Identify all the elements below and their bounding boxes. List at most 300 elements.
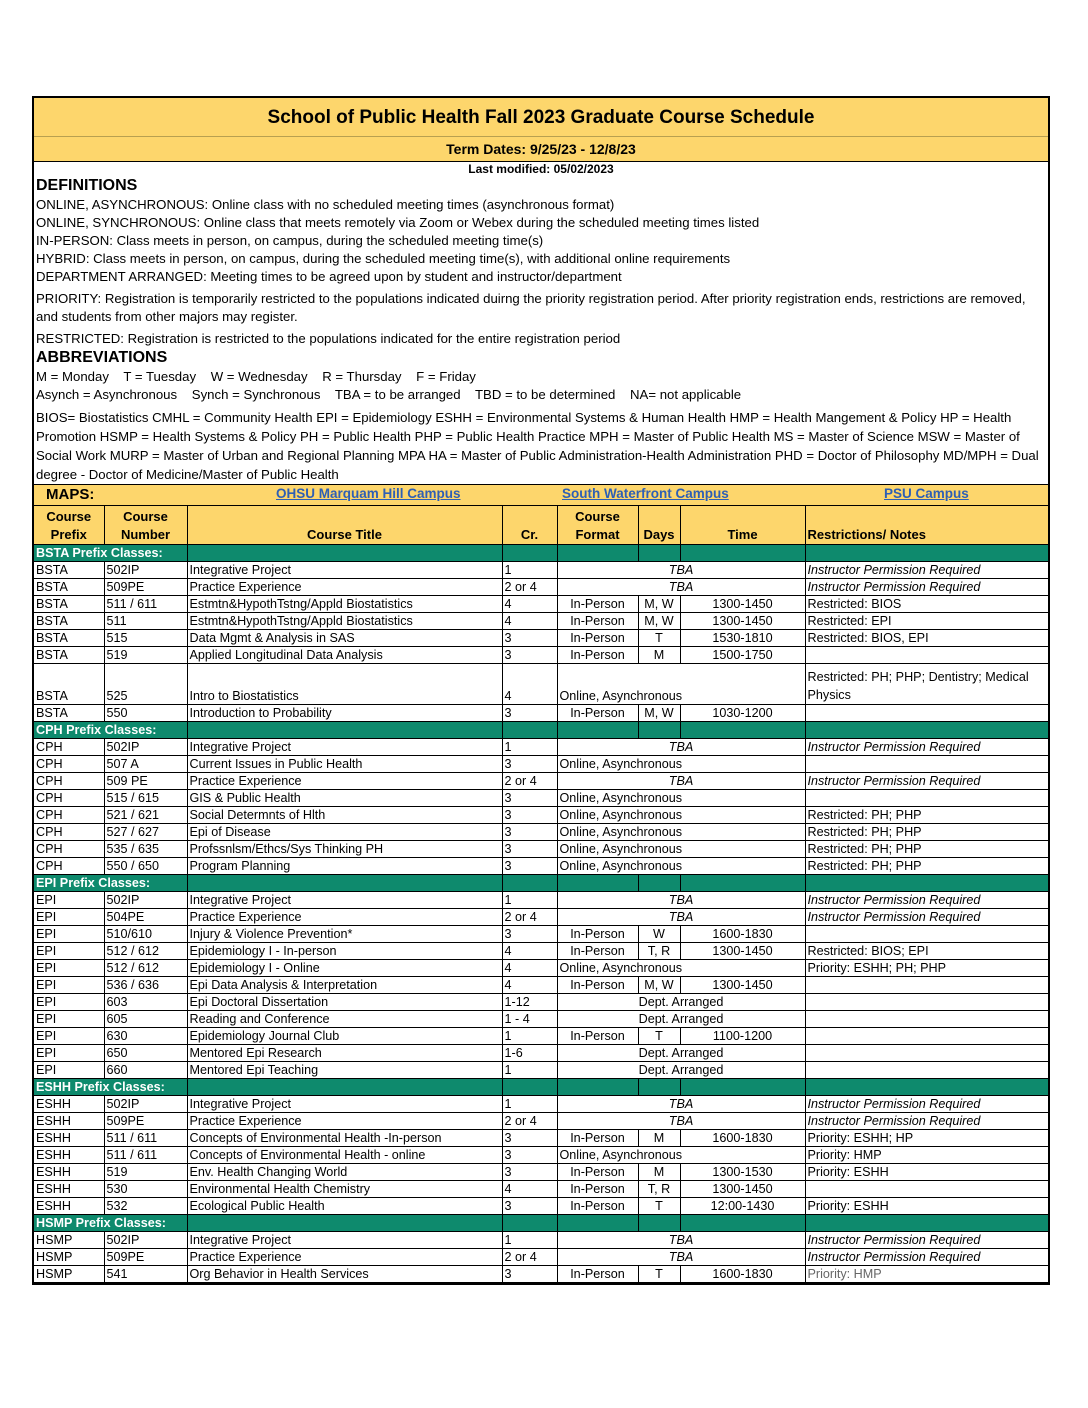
section-filler-cell	[557, 1215, 638, 1232]
cell-format: TBA	[557, 1096, 805, 1113]
table-row	[34, 1113, 1048, 1130]
table-row	[34, 1130, 1048, 1147]
table-row	[34, 1249, 1048, 1266]
cell-credits: 2 or 4	[502, 773, 557, 790]
cell-prefix: ESHH	[34, 1113, 104, 1130]
cell-prefix: ESHH	[34, 1181, 104, 1198]
cell-time: 1530-1810	[680, 630, 805, 647]
table-row	[34, 664, 1048, 705]
cell-number: 502IP	[104, 1232, 187, 1249]
cell-prefix: CPH	[34, 756, 104, 773]
cell-time: 1300-1450	[680, 596, 805, 613]
cell-title: Practice Experience	[187, 1249, 502, 1266]
cell-credits: 3	[502, 647, 557, 664]
cell-time: 1030-1200	[680, 705, 805, 722]
table-row	[34, 824, 1048, 841]
table-row	[34, 1045, 1048, 1062]
table-row	[34, 579, 1048, 596]
cell-notes: Instructor Permission Required	[805, 739, 1048, 756]
cell-credits: 1	[502, 1096, 557, 1113]
table-row	[34, 1062, 1048, 1079]
section-filler-cell	[805, 875, 1048, 892]
definition-line: DEPARTMENT ARRANGED: Meeting times to be agreed upon by student and instructor/department	[36, 269, 622, 284]
cell-title: Data Mgmt & Analysis in SAS	[187, 630, 502, 647]
cell-prefix: BSTA	[34, 647, 104, 664]
table-row	[34, 790, 1048, 807]
cell-notes: Restricted: BIOS; EPI	[805, 943, 1048, 960]
cell-format: TBA	[557, 1113, 805, 1130]
section-filler-cell	[680, 722, 805, 739]
cell-prefix: CPH	[34, 824, 104, 841]
cell-credits: 4	[502, 1181, 557, 1198]
cell-title: Practice Experience	[187, 1113, 502, 1130]
table-row	[34, 647, 1048, 664]
section-label: CPH Prefix Classes:	[34, 722, 187, 739]
cell-time: 1300-1450	[680, 977, 805, 994]
section-header-row	[34, 875, 1048, 892]
cell-prefix: EPI	[34, 909, 104, 926]
cell-time: 1600-1830	[680, 1130, 805, 1147]
cell-days: T	[638, 1266, 680, 1283]
cell-number: 530	[104, 1181, 187, 1198]
cell-title: Practice Experience	[187, 773, 502, 790]
course-table	[34, 506, 1048, 1283]
last-modified: Last modified: 05/02/2023	[468, 162, 614, 176]
cell-notes: Priority: ESHH	[805, 1198, 1048, 1215]
cell-prefix: ESHH	[34, 1130, 104, 1147]
section-filler-cell	[557, 1079, 638, 1096]
definitions-heading: DEFINITIONS	[36, 177, 138, 194]
page-title: School of Public Health Fall 2023 Graduate Course Schedule	[34, 98, 1048, 137]
cell-format: TBA	[557, 739, 805, 756]
cell-time: 1600-1830	[680, 926, 805, 943]
section-filler-cell	[638, 545, 680, 562]
section-header-row	[34, 722, 1048, 739]
cell-number: 511	[104, 613, 187, 630]
table-body	[34, 545, 1048, 1283]
cell-number: 511 / 611	[104, 596, 187, 613]
cell-credits: 1 - 4	[502, 1011, 557, 1028]
cell-prefix: ESHH	[34, 1198, 104, 1215]
cell-title: Estmtn&HypothTstng/Appld Biostatistics	[187, 613, 502, 630]
table-row	[34, 1147, 1048, 1164]
cell-credits: 1	[502, 562, 557, 579]
cell-time: 1500-1750	[680, 647, 805, 664]
section-filler-cell	[805, 1079, 1048, 1096]
cell-credits: 4	[502, 664, 557, 705]
cell-format: In-Person	[557, 977, 638, 994]
abbreviation-line: M = Monday T = Tuesday W = Wednesday R = Thursday F = Friday	[36, 369, 476, 384]
cell-notes: Restricted: PH; PHP	[805, 824, 1048, 841]
cell-title: Epi of Disease	[187, 824, 502, 841]
section-filler-cell	[557, 545, 638, 562]
cell-notes	[805, 1062, 1048, 1079]
cell-days: M, W	[638, 705, 680, 722]
cell-title: Practice Experience	[187, 909, 502, 926]
cell-title: Practice Experience	[187, 579, 502, 596]
cell-credits: 4	[502, 977, 557, 994]
cell-notes: Restricted: PH; PHP	[805, 841, 1048, 858]
cell-notes	[805, 705, 1048, 722]
section-filler-cell	[557, 722, 638, 739]
cell-format: Dept. Arranged	[557, 1011, 805, 1028]
col-header-format: Course Format	[557, 506, 638, 545]
definition-line: ONLINE, SYNCHRONOUS: Online class that meets remotely via Zoom or Webex during the scheduled meeting times listed	[36, 215, 760, 230]
cell-notes: Restricted: PH; PHP	[805, 858, 1048, 875]
cell-notes: Instructor Permission Required	[805, 562, 1048, 579]
cell-title: Reading and Conference	[187, 1011, 502, 1028]
cell-credits: 3	[502, 1147, 557, 1164]
cell-title: Integrative Project	[187, 892, 502, 909]
cell-number: 515 / 615	[104, 790, 187, 807]
cell-credits: 3	[502, 841, 557, 858]
section-filler-cell	[502, 722, 557, 739]
section-filler-cell	[187, 875, 502, 892]
section-filler-cell	[638, 722, 680, 739]
cell-format: Dept. Arranged	[557, 1062, 805, 1079]
cell-format: TBA	[557, 892, 805, 909]
cell-prefix: BSTA	[34, 613, 104, 630]
cell-number: 502IP	[104, 1096, 187, 1113]
cell-prefix: EPI	[34, 1045, 104, 1062]
table-row	[34, 892, 1048, 909]
cell-credits: 3	[502, 790, 557, 807]
cell-format: In-Person	[557, 630, 638, 647]
cell-notes	[805, 1028, 1048, 1045]
table-row	[34, 1096, 1048, 1113]
maps-label: MAPS:	[46, 486, 95, 503]
cell-time: 1300-1450	[680, 1181, 805, 1198]
cell-notes: Instructor Permission Required	[805, 1113, 1048, 1130]
cell-notes: Instructor Permission Required	[805, 773, 1048, 790]
cell-days: M	[638, 1130, 680, 1147]
table-row	[34, 705, 1048, 722]
cell-format: In-Person	[557, 1198, 638, 1215]
cell-number: 536 / 636	[104, 977, 187, 994]
cell-notes: Restricted: PH; PHP; Dentistry; Medical Physics	[805, 664, 1048, 705]
cell-notes	[805, 647, 1048, 664]
table-row	[34, 1164, 1048, 1181]
cell-title: Epi Doctoral Dissertation	[187, 994, 502, 1011]
definition-line: HYBRID: Class meets in person, on campus, during the scheduled meeting time(s), with additional online requirements	[36, 251, 731, 266]
cell-notes: Priority: ESHH; HP	[805, 1130, 1048, 1147]
table-row	[34, 909, 1048, 926]
cell-prefix: EPI	[34, 892, 104, 909]
cell-title: Integrative Project	[187, 1096, 502, 1113]
cell-time: 1600-1830	[680, 1266, 805, 1283]
cell-number: 512 / 612	[104, 960, 187, 977]
table-row	[34, 756, 1048, 773]
cell-credits: 1	[502, 739, 557, 756]
cell-prefix: BSTA	[34, 596, 104, 613]
section-filler-cell	[638, 875, 680, 892]
table-row	[34, 926, 1048, 943]
table-row	[34, 1266, 1048, 1283]
table-row	[34, 562, 1048, 579]
section-filler-cell	[557, 875, 638, 892]
cell-prefix: HSMP	[34, 1232, 104, 1249]
cell-number: 502IP	[104, 739, 187, 756]
definitions-section	[34, 176, 1048, 484]
cell-title: Social Determnts of Hlth	[187, 807, 502, 824]
cell-title: Epidemiology Journal Club	[187, 1028, 502, 1045]
table-row	[34, 739, 1048, 756]
cell-notes: Instructor Permission Required	[805, 1096, 1048, 1113]
cell-days: T, R	[638, 1181, 680, 1198]
cell-notes: Restricted: EPI	[805, 613, 1048, 630]
cell-title: Estmtn&HypothTstng/Appld Biostatistics	[187, 596, 502, 613]
cell-number: 509PE	[104, 579, 187, 596]
cell-title: Introduction to Probability	[187, 705, 502, 722]
cell-number: 502IP	[104, 892, 187, 909]
cell-title: Mentored Epi Teaching	[187, 1062, 502, 1079]
cell-days: T, R	[638, 943, 680, 960]
cell-prefix: EPI	[34, 943, 104, 960]
cell-notes: Instructor Permission Required	[805, 579, 1048, 596]
cell-time: 1300-1450	[680, 943, 805, 960]
section-filler-cell	[502, 545, 557, 562]
cell-notes: Instructor Permission Required	[805, 1249, 1048, 1266]
cell-credits: 1	[502, 1232, 557, 1249]
cell-format: Online, Asynchronous	[557, 824, 805, 841]
cell-notes	[805, 1045, 1048, 1062]
cell-days: M, W	[638, 613, 680, 630]
cell-format: TBA	[557, 773, 805, 790]
cell-prefix: CPH	[34, 841, 104, 858]
cell-time: 1300-1450	[680, 613, 805, 630]
section-filler-cell	[502, 875, 557, 892]
cell-credits: 4	[502, 943, 557, 960]
cell-number: 660	[104, 1062, 187, 1079]
cell-credits: 3	[502, 1130, 557, 1147]
cell-prefix: EPI	[34, 977, 104, 994]
table-row	[34, 994, 1048, 1011]
cell-notes: Priority: HMP	[805, 1147, 1048, 1164]
cell-format: Online, Asynchronous	[557, 807, 805, 824]
abbreviation-line: Asynch = Asynchronous Synch = Synchronous TBA = to be arranged TBD = to be determined NA= not applicable	[36, 387, 742, 402]
cell-days: T	[638, 1198, 680, 1215]
map-link-south-waterfront[interactable]: South Waterfront Campus	[562, 486, 729, 501]
cell-credits: 2 or 4	[502, 1249, 557, 1266]
cell-prefix: ESHH	[34, 1164, 104, 1181]
cell-number: 509PE	[104, 1113, 187, 1130]
abbreviation-line: BIOS= Biostatistics CMHL = Community Health EPI = Epidemiology ESHH = Environmental Systems & Human Health HMP = Health Mangement & Policy HP = Health Promotion HSMP = Health Systems & Policy PH = Public Health PHP = Public Health Practice MPH = Master of Public Health MS = Master of Science MSW = Master of Social Work MURP = Master of Urban and Regional Planning MPA HA = Master of Public Administration-Health Administration PHD = Doctor of Philosophy MD/MPH = Dual degree - Doctor of Medicine/Master of Public Health	[36, 410, 1039, 482]
cell-format: In-Person	[557, 647, 638, 664]
maps-bar	[34, 484, 1048, 506]
cell-format: In-Person	[557, 926, 638, 943]
cell-format: Online, Asynchronous	[557, 756, 805, 773]
section-filler-cell	[680, 875, 805, 892]
cell-format: Online, Asynchronous	[557, 841, 805, 858]
cell-format: In-Person	[557, 1266, 638, 1283]
cell-prefix: ESHH	[34, 1096, 104, 1113]
col-header-title: Course Title	[187, 506, 502, 545]
section-header-row	[34, 1215, 1048, 1232]
cell-number: 603	[104, 994, 187, 1011]
cell-prefix: EPI	[34, 994, 104, 1011]
cell-days: M, W	[638, 977, 680, 994]
cell-title: Injury & Violence Prevention*	[187, 926, 502, 943]
cell-format: TBA	[557, 1249, 805, 1266]
cell-credits: 3	[502, 1198, 557, 1215]
cell-format: Online, Asynchronous	[557, 790, 805, 807]
cell-format: Dept. Arranged	[557, 1045, 805, 1062]
cell-prefix: CPH	[34, 807, 104, 824]
cell-number: 509PE	[104, 1249, 187, 1266]
section-filler-cell	[805, 545, 1048, 562]
cell-number: 519	[104, 1164, 187, 1181]
cell-notes: Priority: ESHH; PH; PHP	[805, 960, 1048, 977]
cell-format: Dept. Arranged	[557, 994, 805, 1011]
section-label: EPI Prefix Classes:	[34, 875, 187, 892]
map-link-psu[interactable]: PSU Campus	[884, 486, 969, 501]
cell-number: 650	[104, 1045, 187, 1062]
cell-notes	[805, 926, 1048, 943]
section-filler-cell	[680, 545, 805, 562]
definition-line: PRIORITY: Registration is temporarily restricted to the populations indicated duirng the priority registration period. After priority registration ends, restrictions are removed, and students from other majors may register.	[36, 291, 1026, 324]
cell-credits: 3	[502, 630, 557, 647]
abbreviations-heading: ABBREVIATIONS	[36, 349, 168, 366]
cell-days: T	[638, 630, 680, 647]
cell-prefix: BSTA	[34, 562, 104, 579]
cell-number: 527 / 627	[104, 824, 187, 841]
cell-format: Online, Asynchronous	[557, 858, 805, 875]
cell-number: 510/610	[104, 926, 187, 943]
col-header-number: Course Number	[104, 506, 187, 545]
cell-notes: Restricted: BIOS, EPI	[805, 630, 1048, 647]
section-filler-cell	[680, 1079, 805, 1096]
cell-notes	[805, 1181, 1048, 1198]
cell-time: 1100-1200	[680, 1028, 805, 1045]
table-row	[34, 1028, 1048, 1045]
cell-notes: Priority: HMP	[805, 1266, 1048, 1283]
cell-time: 12:00-1430	[680, 1198, 805, 1215]
cell-credits: 4	[502, 960, 557, 977]
cell-number: 532	[104, 1198, 187, 1215]
cell-notes	[805, 790, 1048, 807]
cell-prefix: EPI	[34, 960, 104, 977]
cell-number: 509 PE	[104, 773, 187, 790]
table-row	[34, 773, 1048, 790]
cell-title: Concepts of Environmental Health -In-person	[187, 1130, 502, 1147]
cell-prefix: CPH	[34, 858, 104, 875]
cell-title: Integrative Project	[187, 1232, 502, 1249]
table-row	[34, 1181, 1048, 1198]
table-header-row	[34, 506, 1048, 545]
cell-prefix: EPI	[34, 1011, 104, 1028]
cell-credits: 3	[502, 1266, 557, 1283]
section-header-row	[34, 545, 1048, 562]
map-link-marquam-hill[interactable]: OHSU Marquam Hill Campus	[276, 486, 461, 501]
cell-prefix: EPI	[34, 1062, 104, 1079]
section-filler-cell	[502, 1079, 557, 1096]
table-row	[34, 977, 1048, 994]
cell-credits: 3	[502, 705, 557, 722]
table-row	[34, 807, 1048, 824]
cell-format: TBA	[557, 909, 805, 926]
cell-title: Concepts of Environmental Health - online	[187, 1147, 502, 1164]
cell-title: Epidemiology I - In-person	[187, 943, 502, 960]
cell-credits: 1-6	[502, 1045, 557, 1062]
cell-notes	[805, 1011, 1048, 1028]
cell-format: TBA	[557, 1232, 805, 1249]
cell-number: 541	[104, 1266, 187, 1283]
cell-title: Env. Health Changing World	[187, 1164, 502, 1181]
cell-number: 605	[104, 1011, 187, 1028]
table-row	[34, 858, 1048, 875]
cell-credits: 3	[502, 807, 557, 824]
cell-notes: Restricted: BIOS	[805, 596, 1048, 613]
cell-title: GIS & Public Health	[187, 790, 502, 807]
section-filler-cell	[187, 1215, 502, 1232]
cell-title: Program Planning	[187, 858, 502, 875]
cell-title: Epidemiology I - Online	[187, 960, 502, 977]
cell-number: 630	[104, 1028, 187, 1045]
definition-line: ONLINE, ASYNCHRONOUS: Online class with no scheduled meeting times (asynchronous format)	[36, 197, 615, 212]
cell-credits: 3	[502, 756, 557, 773]
table-row	[34, 943, 1048, 960]
cell-credits: 2 or 4	[502, 579, 557, 596]
section-filler-cell	[680, 1215, 805, 1232]
section-label: BSTA Prefix Classes:	[34, 545, 187, 562]
cell-days: W	[638, 926, 680, 943]
cell-time: 1300-1530	[680, 1164, 805, 1181]
section-header-row	[34, 1079, 1048, 1096]
cell-notes: Priority: ESHH	[805, 1164, 1048, 1181]
cell-credits: 3	[502, 824, 557, 841]
cell-number: 535 / 635	[104, 841, 187, 858]
table-row	[34, 613, 1048, 630]
section-label: ESHH Prefix Classes:	[34, 1079, 187, 1096]
cell-title: Profssnlsm/Ethcs/Sys Thinking PH	[187, 841, 502, 858]
cell-prefix: HSMP	[34, 1266, 104, 1283]
cell-credits: 2 or 4	[502, 1113, 557, 1130]
cell-format: In-Person	[557, 596, 638, 613]
cell-credits: 3	[502, 1164, 557, 1181]
cell-title: Current Issues in Public Health	[187, 756, 502, 773]
section-filler-cell	[638, 1215, 680, 1232]
section-filler-cell	[187, 1079, 502, 1096]
cell-credits: 1-12	[502, 994, 557, 1011]
cell-prefix: CPH	[34, 773, 104, 790]
cell-notes: Instructor Permission Required	[805, 909, 1048, 926]
cell-credits: 4	[502, 596, 557, 613]
term-dates: Term Dates: 9/25/23 - 12/8/23	[34, 137, 1048, 162]
table-row	[34, 596, 1048, 613]
cell-credits: 4	[502, 613, 557, 630]
cell-days: T	[638, 1028, 680, 1045]
cell-days: M	[638, 647, 680, 664]
cell-title: Mentored Epi Research	[187, 1045, 502, 1062]
cell-credits: 2 or 4	[502, 909, 557, 926]
table-row	[34, 630, 1048, 647]
col-header-notes: Restrictions/ Notes	[805, 506, 1048, 545]
section-filler-cell	[805, 722, 1048, 739]
cell-title: Integrative Project	[187, 562, 502, 579]
cell-number: 521 / 621	[104, 807, 187, 824]
cell-prefix: ESHH	[34, 1147, 104, 1164]
cell-prefix: BSTA	[34, 630, 104, 647]
cell-number: 511 / 611	[104, 1130, 187, 1147]
cell-title: Applied Longitudinal Data Analysis	[187, 647, 502, 664]
section-filler-cell	[805, 1215, 1048, 1232]
cell-credits: 3	[502, 926, 557, 943]
cell-prefix: CPH	[34, 739, 104, 756]
cell-notes	[805, 994, 1048, 1011]
cell-credits: 1	[502, 892, 557, 909]
cell-number: 507 A	[104, 756, 187, 773]
cell-notes	[805, 756, 1048, 773]
